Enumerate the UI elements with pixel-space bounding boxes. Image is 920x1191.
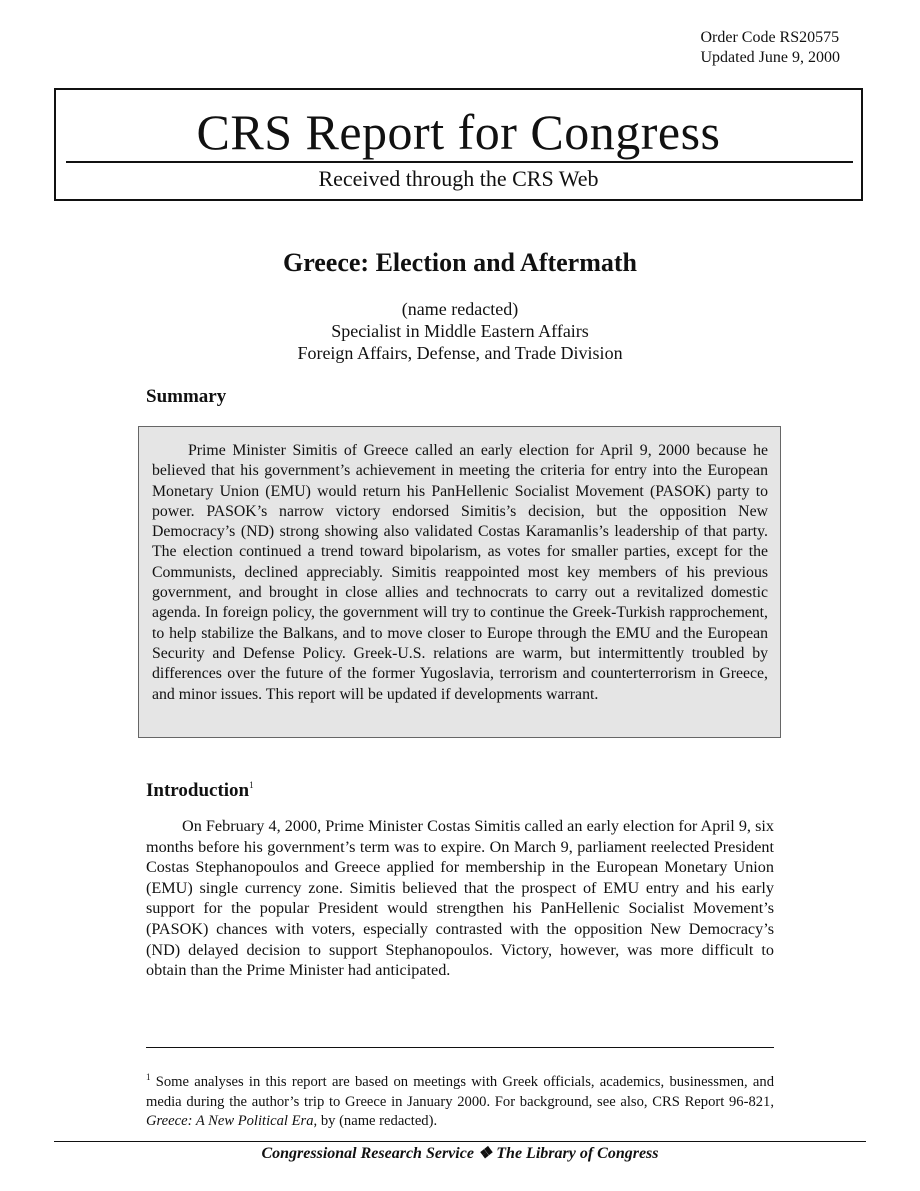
footnote-marker: 1 [146,1072,151,1082]
header-divider [66,161,853,163]
introduction-heading [146,773,254,803]
report-series-subtitle: Received through the CRS Web [318,166,599,191]
order-code: Order Code RS20575 [700,29,840,46]
author-position: Specialist in Middle Eastern Affairs [331,321,589,341]
summary-text: Prime Minister Simitis of Greece called an early election for April 9, 2000 because he believed that his government’s achievement in meeting the criteria for entry into the European Monetary Union (EMU) would return his PanHellenic Socialist Movement (PASOK) party to power. PASOK’s narrow victory endorsed Simitis’s decision, but the opposition New Democracy’s (ND) strong showing also validated Costas Karamanlis’s leadership of that party. The election continued a trend toward bipolarism, as votes for smaller parties, except for the Communists, declined appreciably. Simitis reappointed most key members of his previous government, and brought in close allies and technocrats to carry out a revitalized domestic agenda. In foreign policy, the government will try to continue the Greek-Turkish rapprochement, to help stabilize the Balkans, and to move closer to Europe through the EMU and the European Security and Defense Policy. Greek-U.S. relations are warm, but intermittently troubled by differences over the future of the former Yugoslavia, terrorism and counterterrorism in Greece, and minor issues. This report will be updated if developments warrant. [152,442,768,703]
updated-date: Updated June 9, 2000 [700,49,840,66]
order-code-block [700,28,840,68]
introduction-heading-text: Introduction [146,780,250,801]
footnote-text-end: , by (name redacted). [313,1113,438,1129]
report-series-title: CRS Report for Congress [196,104,721,160]
footnote-cited-title: Greece: A New Political Era [146,1113,314,1129]
footer-divider [54,1141,866,1142]
summary-box [138,426,781,738]
author-division: Foreign Affairs, Defense, and Trade Division [297,343,623,363]
author-block [0,298,920,364]
footnote [146,1068,774,1132]
author-name: (name redacted) [401,299,519,319]
report-header-box [54,88,863,201]
footnote-text: Some analyses in this report are based on meetings with Greek officials, academics, businessmen, and media during the author’s trip to Greece in January 2000. For background, see also, CRS Report 96-821, [146,1074,774,1110]
summary-heading: Summary [146,386,227,407]
footnote-reference[interactable]: 1 [249,780,254,790]
document-title: Greece: Election and Aftermath [282,248,638,277]
footnote-divider [146,1047,774,1048]
introduction-paragraph: On February 4, 2000, Prime Minister Costas Simitis called an early election for April 9, six months before his government’s term was to expire. On March 9, parliament reelected President Costas Stephanopoulos and Greece applied for membership in the European Monetary Union (EMU) single currency zone. Simitis believed that the prospect of EMU entry and his early support for the popular President would strengthen his PanHellenic Socialist Movement’s (PASOK) chances with voters, especially contrasted with the opposition New Democracy’s (ND) delayed decision to support Stephanopoulos. Victory, however, was more difficult to obtain than the Prime Minister had anticipated. [146,817,774,980]
page-footer: Congressional Research Service ❖ The Library of Congress [261,1145,659,1162]
